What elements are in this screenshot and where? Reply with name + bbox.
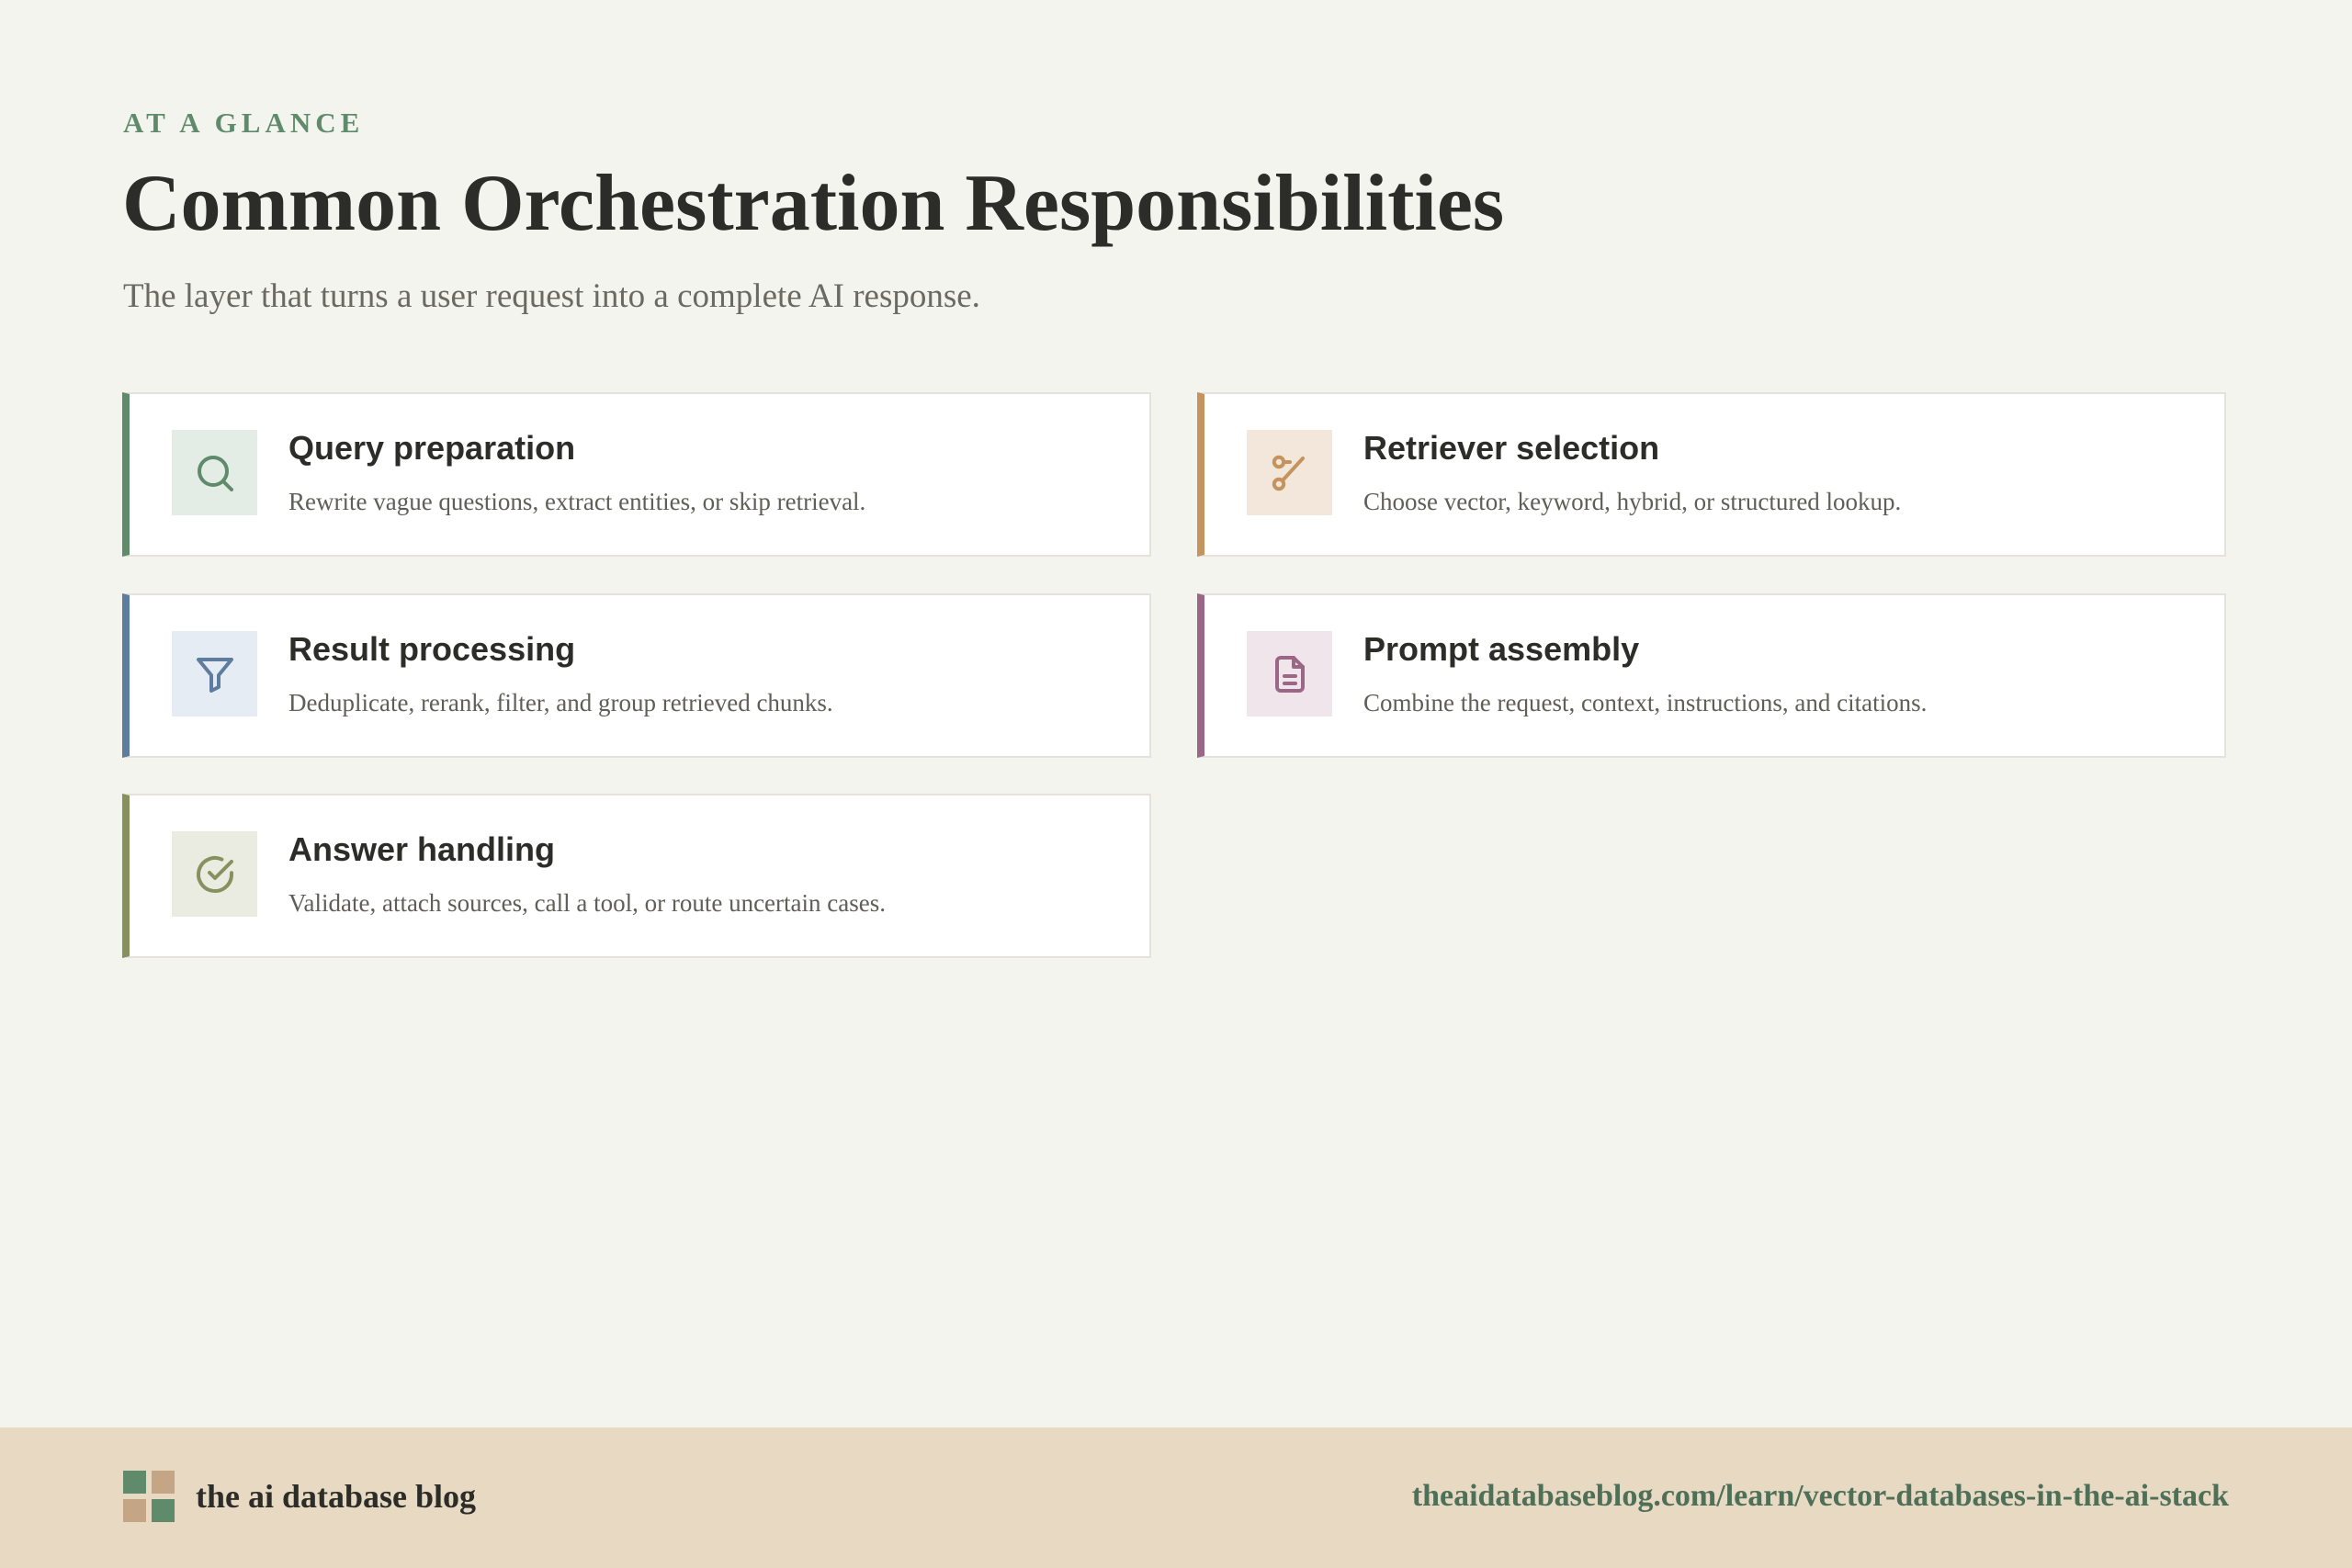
brand-logo — [123, 1471, 175, 1522]
source-url[interactable]: theaidatabaseblog.com/learn/vector-databases-in-the-ai-stack — [1411, 1479, 2229, 1513]
card-description: Deduplicate, rerank, filter, and group retrieved chunks. — [288, 689, 833, 716]
card-query-preparation — [122, 392, 1151, 557]
card-retriever-selection — [1197, 392, 2226, 557]
brand-name: the ai database blog — [196, 1478, 477, 1515]
eyebrow-label: AT A GLANCE — [123, 107, 365, 139]
card-title: Result processing — [288, 630, 576, 668]
card-icon-tile — [172, 631, 257, 716]
card-answer-handling — [122, 794, 1151, 958]
logo-square — [123, 1499, 146, 1522]
card-description: Validate, attach sources, call a tool, or route uncertain cases. — [288, 889, 886, 917]
card-icon-tile — [172, 831, 257, 917]
card-result-processing — [122, 593, 1151, 758]
filter-icon — [193, 652, 237, 696]
card-title: Answer handling — [288, 830, 556, 868]
card-title: Retriever selection — [1363, 429, 1660, 467]
branch-icon — [1268, 451, 1312, 495]
card-icon-tile — [1247, 430, 1332, 515]
card-description: Choose vector, keyword, hybrid, or structured lookup. — [1363, 488, 1902, 515]
card-title: Query preparation — [288, 429, 576, 467]
page-title: Common Orchestration Responsibilities — [122, 159, 1505, 248]
card-icon-tile — [1247, 631, 1332, 716]
card-description: Combine the request, context, instructions, and citations. — [1363, 689, 1928, 716]
card-prompt-assembly — [1197, 593, 2226, 758]
card-icon-tile — [172, 430, 257, 515]
check-circle-icon — [193, 852, 237, 897]
document-icon — [1268, 652, 1312, 696]
logo-square — [152, 1499, 175, 1522]
card-title: Prompt assembly — [1363, 630, 1640, 668]
logo-square — [123, 1471, 146, 1494]
footer — [0, 1427, 2352, 1568]
card-description: Rewrite vague questions, extract entities, or skip retrieval. — [288, 488, 866, 515]
page-subtitle: The layer that turns a user request into a complete AI response. — [123, 277, 980, 315]
search-icon — [193, 451, 237, 495]
logo-square — [152, 1471, 175, 1494]
